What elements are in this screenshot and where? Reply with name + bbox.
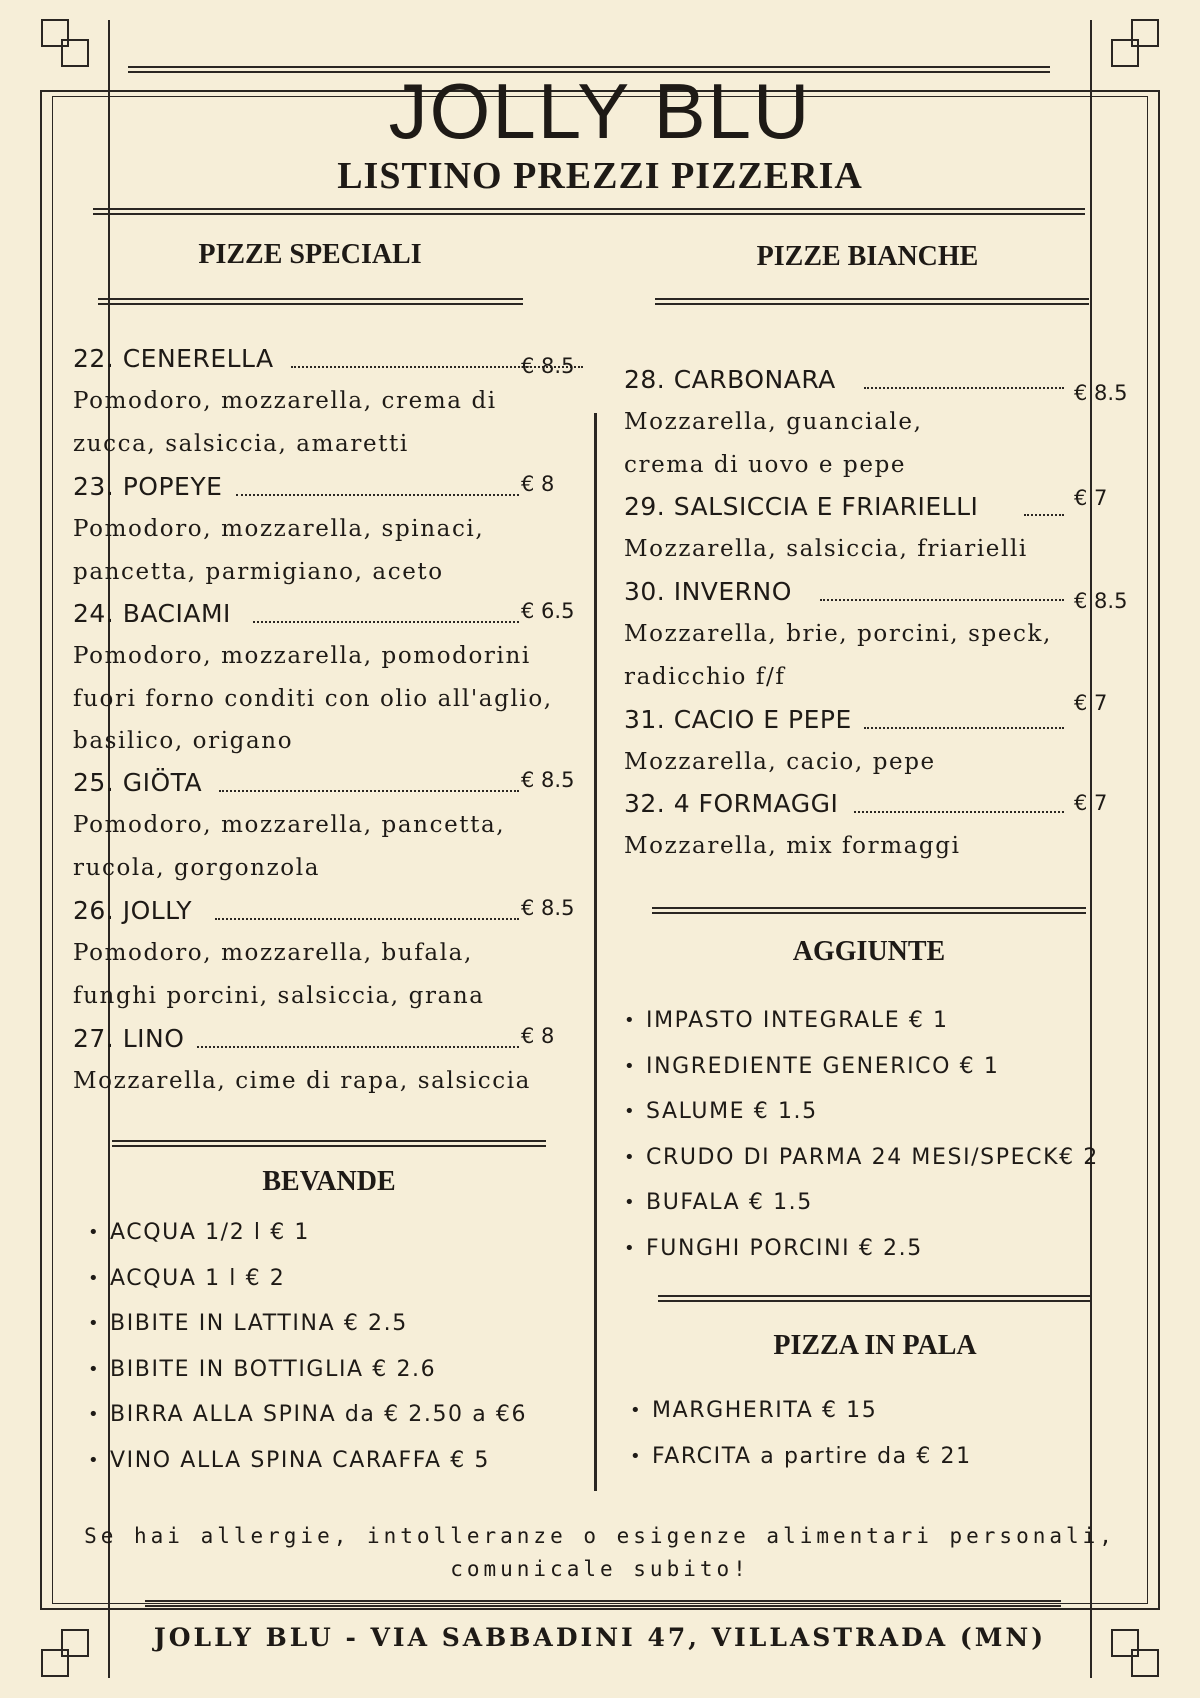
- item-price: € 7: [1074, 791, 1108, 815]
- column-divider: [594, 413, 597, 1491]
- item-price: € 8: [521, 1024, 555, 1048]
- item-name: 32. 4 FORMAGGI: [624, 789, 839, 818]
- item-name: 24. BACIAMI: [73, 599, 231, 628]
- dot-leader: [1024, 514, 1064, 516]
- list-item: • ACQUA 1/2 l € 1: [88, 1210, 527, 1256]
- item-name: 27. LINO: [73, 1024, 185, 1053]
- rule-pala: [658, 1295, 1092, 1302]
- dot-leader: [820, 599, 1064, 601]
- list-item: • FARCITA a partire da € 21: [630, 1434, 972, 1480]
- allergy-note-line-1: Se hai allergie, intolleranze o esigenze alimentari personali,: [84, 1524, 1116, 1548]
- footer-address: JOLLY BLU - VIA SABBADINI 47, VILLASTRADA (MN): [153, 1623, 1047, 1652]
- allergy-note-line-2: comunicale subito!: [450, 1557, 750, 1581]
- list-item: • VINO ALLA SPINA CARAFFA € 5: [88, 1438, 527, 1484]
- list-item: • SALUME € 1.5: [624, 1089, 1099, 1135]
- dot-leader: [215, 918, 519, 920]
- list-item: • CRUDO DI PARMA 24 MESI/SPECK€ 2: [624, 1135, 1099, 1181]
- item-price: € 6.5: [521, 599, 575, 623]
- item-name: 25. GIÖTA: [73, 768, 203, 797]
- dot-leader: [864, 387, 1064, 389]
- item-price: € 8.5: [1074, 381, 1128, 405]
- item-price: € 8: [521, 472, 555, 496]
- item-price: € 8.5: [521, 354, 575, 378]
- footer-rule: [145, 1600, 1061, 1607]
- list-item: • MARGHERITA € 15: [630, 1388, 972, 1434]
- item-name: 28. CARBONARA: [624, 365, 836, 394]
- list-item: • BUFALA € 1.5: [624, 1180, 1099, 1226]
- list-item: • INGREDIENTE GENERICO € 1: [624, 1044, 1099, 1090]
- item-price: € 8.5: [1074, 589, 1128, 613]
- dot-leader: [854, 811, 1064, 813]
- item-price: € 8.5: [521, 896, 575, 920]
- page-title: JOLLY BLU: [388, 67, 812, 155]
- dot-leader: [253, 621, 519, 623]
- section-heading-bianche: PIZZE BIANCHE: [756, 241, 979, 272]
- item-name: 29. SALSICCIA E FRIARIELLI: [624, 492, 979, 521]
- dot-leader: [219, 790, 519, 792]
- item-description: Pomodoro, mozzarella, bufala, funghi porcini, salsiccia, grana: [73, 940, 485, 1009]
- rule-aggiunte: [652, 907, 1086, 914]
- item-name: 22. CENERELLA: [73, 344, 274, 373]
- item-description: Pomodoro, mozzarella, pomodorini fuori forno conditi con olio all'aglio, basilico, origano: [73, 643, 553, 754]
- page-subtitle: LISTINO PREZZI PIZZERIA: [337, 155, 863, 197]
- pala-list: [630, 1388, 972, 1479]
- item-description: Mozzarella, brie, porcini, speck, radicchio f/f: [624, 621, 1052, 690]
- list-item: • BIRRA ALLA SPINA da € 2.50 a €6: [88, 1392, 527, 1438]
- bevande-list: [88, 1210, 527, 1483]
- rule-bevande: [112, 1140, 546, 1147]
- item-description: Mozzarella, cime di rapa, salsiccia: [73, 1068, 531, 1094]
- aggiunte-list: [624, 998, 1099, 1271]
- section-heading-speciali: PIZZE SPECIALI: [198, 239, 422, 270]
- item-description: Pomodoro, mozzarella, spinaci, pancetta, parmigiano, aceto: [73, 516, 485, 585]
- section-heading-pala: PIZZA IN PALA: [773, 1330, 977, 1361]
- item-description: Mozzarella, salsiccia, friarielli: [624, 536, 1028, 562]
- list-item: • BIBITE IN BOTTIGLIA € 2.6: [88, 1347, 527, 1393]
- item-description: Mozzarella, mix formaggi: [624, 833, 961, 859]
- item-description: Pomodoro, mozzarella, crema di zucca, salsiccia, amaretti: [73, 388, 497, 457]
- item-description: Mozzarella, guanciale, crema di uovo e pepe: [624, 409, 923, 478]
- item-price: € 7: [1074, 691, 1108, 715]
- dot-leader: [864, 727, 1064, 729]
- item-price: € 8.5: [521, 768, 575, 792]
- section-heading-bevande: BEVANDE: [262, 1166, 396, 1197]
- list-item: • ACQUA 1 l € 2: [88, 1256, 527, 1302]
- item-price: € 7: [1074, 486, 1108, 510]
- section-heading-aggiunte: AGGIUNTE: [792, 936, 946, 967]
- item-name: 26. JOLLY: [73, 896, 193, 925]
- item-name: 23. POPEYE: [73, 472, 223, 501]
- item-description: Mozzarella, cacio, pepe: [624, 749, 936, 775]
- list-item: • IMPASTO INTEGRALE € 1: [624, 998, 1099, 1044]
- item-name: 31. CACIO E PEPE: [624, 705, 852, 734]
- dot-leader: [197, 1046, 519, 1048]
- list-item: • BIBITE IN LATTINA € 2.5: [88, 1301, 527, 1347]
- item-name: 30. INVERNO: [624, 577, 792, 606]
- list-item: • FUNGHI PORCINI € 2.5: [624, 1226, 1099, 1272]
- dot-leader: [236, 494, 519, 496]
- item-description: Pomodoro, mozzarella, pancetta, rucola, gorgonzola: [73, 812, 506, 881]
